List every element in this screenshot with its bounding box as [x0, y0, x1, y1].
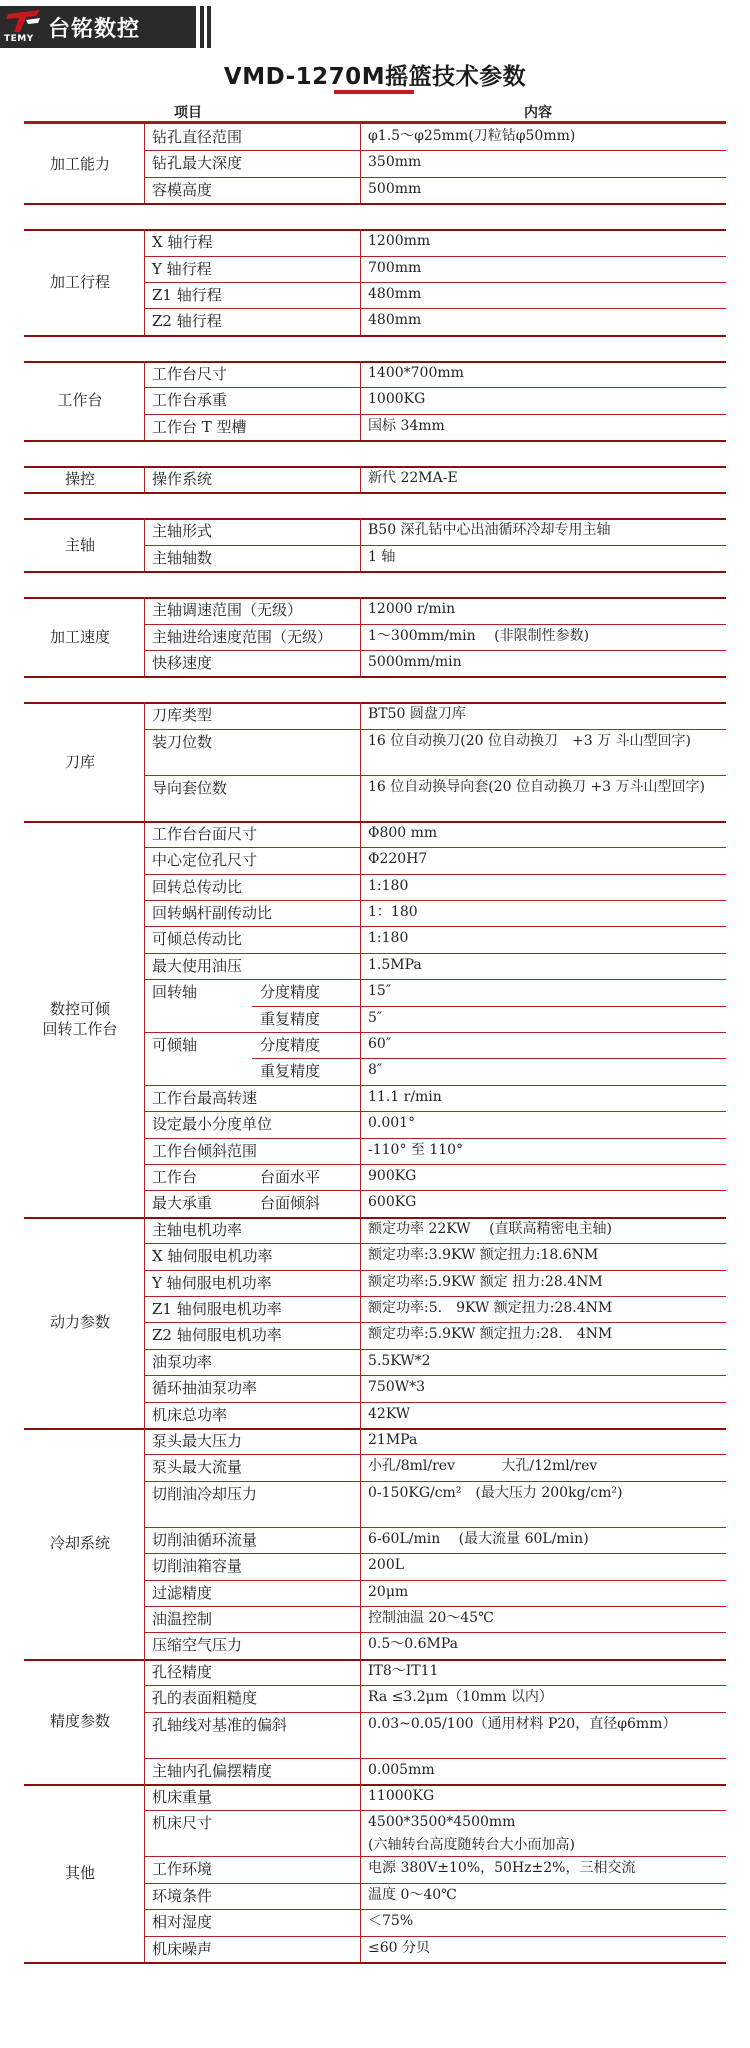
spec-item: 工作台台面尺寸 [152, 824, 258, 843]
column-divider [144, 821, 145, 1217]
spec-value: 16 位自动换导向套(20 位自动换刀 +3 万斗山型回字) [368, 778, 705, 795]
brand-stripe [200, 6, 204, 48]
spec-value: 16 位自动换刀(20 位自动换刀 +3 万 斗山型回字) [368, 732, 691, 749]
spec-row [24, 1883, 726, 1909]
spec-value: 1：180 [368, 904, 418, 920]
spec-value: 额定功率 22KW (直联高精密电主轴) [368, 1220, 612, 1237]
page-title-wrap [0, 58, 750, 91]
column-divider [144, 597, 145, 676]
row-divider [24, 203, 726, 205]
spec-value: 小孔/8ml/rev 大孔/12ml/rev [368, 1458, 598, 1475]
column-divider [360, 466, 361, 492]
spec-value: 额定功率:3.9KW 额定扭力:18.6NM [368, 1247, 599, 1264]
column-divider [144, 1217, 145, 1428]
spec-value: 60″ [368, 1036, 392, 1052]
spec-row [24, 361, 726, 387]
title-underline [334, 90, 414, 94]
spec-category: 工作台 [57, 391, 103, 410]
spec-value: 20μm [368, 1583, 409, 1600]
spec-value: 0-150KG/cm² (最大压力 200kg/cm²) [368, 1484, 623, 1501]
column-divider [144, 229, 145, 335]
spec-row [24, 874, 726, 900]
spec-item: 主轴内孔偏摆精度 [152, 1761, 273, 1780]
spec-value: 电源 380V±10%，50Hz±2%，三相交流 [368, 1860, 636, 1877]
spec-value: 480mm [368, 312, 422, 329]
spec-value: 新代 22MA-E [368, 470, 458, 486]
spec-value: 750W*3 [368, 1379, 426, 1396]
spec-category: 操控 [64, 470, 95, 489]
spec-value: 8″ [368, 1062, 383, 1079]
brand-mark-icon [6, 8, 42, 34]
spec-item: 孔径精度 [152, 1662, 213, 1681]
spec-item: 回转蜗杆副传动比 [152, 904, 273, 922]
spec-item: 孔轴线对基准的偏斜 [152, 1715, 288, 1734]
spec-item: 装刀位数 [152, 732, 213, 751]
spec-value: ＜75% [368, 1913, 414, 1930]
column-divider [360, 229, 361, 335]
spec-item: 可倾总传动比 [152, 930, 243, 949]
spec-row [24, 900, 726, 926]
spec-item: 主轴调速范围（无级） [152, 601, 303, 620]
spec-category: 精度参数 [49, 1712, 110, 1731]
spec-value: 0.005mm [368, 1761, 435, 1778]
spec-value: 600KG [368, 1194, 417, 1211]
spec-item: 主轴进给速度范围（无级） [152, 627, 333, 646]
spec-item: 循环抽油泵功率 [152, 1379, 258, 1398]
spec-row [24, 702, 726, 728]
column-divider [360, 1784, 361, 1962]
brand-header [0, 0, 750, 48]
spec-value: 350mm [368, 154, 422, 171]
header-item: 项目 [174, 105, 202, 121]
spec-row [24, 1085, 726, 1111]
spec-value: 0.001° [368, 1115, 416, 1132]
page-title: VMD-1270M摇篮技术参数 [223, 64, 527, 90]
spec-sub-item: 台面水平 [260, 1168, 321, 1186]
spec-item: 操作系统 [152, 470, 213, 488]
spec-category: 加工速度 [49, 627, 110, 646]
spec-value: 200L [368, 1557, 405, 1574]
spec-value: 额定功率:5.9KW 额定 扭力:28.4NM [368, 1273, 603, 1290]
spec-category: 加工行程 [49, 273, 110, 291]
spec-sub-item: 分度精度 [260, 1036, 321, 1054]
spec-value: 21MPa [368, 1432, 418, 1448]
column-divider [360, 821, 361, 1217]
spec-value: 额定功率:5. 9KW 额定扭力:28.4NM [368, 1300, 613, 1316]
spec-item: 中心定位孔尺寸 [152, 851, 258, 870]
spec-row [24, 1217, 726, 1243]
spec-row [24, 1243, 726, 1269]
spec-row [24, 1632, 726, 1658]
column-divider [144, 361, 145, 440]
spec-value: 500mm [368, 180, 422, 197]
spec-row [24, 1936, 726, 1962]
spec-item: 工作台承重 [152, 391, 228, 410]
spec-value: 控制油温 20～45℃ [368, 1610, 494, 1626]
column-divider [360, 361, 361, 440]
spec-value: 900KG [368, 1168, 417, 1184]
brand-name-en: TEMY [4, 34, 34, 44]
spec-value: 480mm [368, 286, 422, 302]
spec-category: 其他 [64, 1864, 95, 1882]
spec-value: 6-60L/min (最大流量 60L/min) [368, 1530, 589, 1547]
spec-row [24, 1349, 726, 1375]
spec-category: 刀库 [64, 752, 95, 771]
spec-item: 回转轴 [152, 983, 198, 1002]
spec-row [24, 821, 726, 847]
column-divider [144, 124, 145, 203]
spec-value: Ra ≤3.2μm（10mm 以内） [368, 1689, 553, 1706]
spec-value: 42KW [368, 1405, 411, 1422]
spec-item: 过滤精度 [152, 1583, 213, 1602]
spec-value: IT8～IT11 [368, 1662, 439, 1679]
column-divider [144, 1428, 145, 1659]
spec-value: 国标 34mm [368, 417, 445, 434]
table-header [24, 100, 726, 124]
spec-value: 1400*700mm [368, 364, 464, 381]
spec-item: 油泵功率 [152, 1352, 213, 1371]
row-divider [24, 676, 726, 678]
spec-item: 机床总功率 [152, 1405, 228, 1424]
spec-item: X 轴行程 [152, 233, 213, 252]
spec-item: 泵头最大压力 [152, 1432, 243, 1450]
column-divider [144, 466, 145, 492]
spec-item: 工作台最高转速 [152, 1088, 258, 1107]
spec-value: 1:180 [368, 930, 409, 947]
spec-row [24, 1909, 726, 1935]
spec-row [24, 1428, 726, 1454]
spec-row [24, 775, 726, 821]
spec-item: 压缩空气压力 [152, 1636, 243, 1655]
spec-item: 切削油箱容量 [152, 1557, 243, 1576]
row-divider [24, 335, 726, 337]
spec-value: 15″ [368, 983, 392, 1000]
brand-logo [0, 6, 196, 48]
spec-row [24, 414, 726, 440]
spec-value: 5″ [368, 1009, 383, 1026]
spec-row [24, 1810, 726, 1856]
spec-row [24, 229, 726, 255]
spec-row [24, 124, 726, 150]
spec-item: 钻孔最大深度 [152, 154, 243, 173]
spec-sub-item: 分度精度 [260, 983, 321, 1002]
spec-row [24, 1190, 726, 1216]
column-divider [360, 518, 361, 571]
spec-value: 1200mm [368, 233, 431, 250]
spec-row [24, 1685, 726, 1711]
spec-value: 5000mm/min [368, 654, 462, 670]
row-divider [24, 571, 726, 573]
column-divider [360, 124, 361, 203]
spec-item: 工作环境 [152, 1860, 213, 1879]
spec-value: Φ220H7 [368, 851, 428, 868]
spec-item: 钻孔直径范围 [152, 128, 243, 146]
spec-value: 11.1 r/min [368, 1088, 442, 1105]
brand-stripe [207, 6, 211, 48]
spec-sub-item: 重复精度 [260, 1062, 321, 1081]
spec-item: Z1 轴伺服电机功率 [152, 1300, 282, 1318]
spec-value: 700mm [368, 259, 422, 276]
spec-item: 最大承重 [152, 1194, 213, 1213]
spec-category: 数控可倾 回转工作台 [42, 999, 118, 1038]
spec-row [24, 1402, 726, 1428]
spec-value: ≤60 分贝 [368, 1939, 430, 1956]
spec-row [24, 177, 726, 203]
spec-row [24, 597, 726, 623]
spec-item: 主轴形式 [152, 522, 213, 541]
spec-row [24, 1606, 726, 1632]
row-divider [24, 1962, 726, 1964]
spec-item: 切削油循环流量 [152, 1530, 258, 1549]
spec-row [24, 308, 726, 334]
spec-row [24, 1058, 726, 1084]
spec-row [24, 1481, 726, 1527]
spec-sub-item: 重复精度 [260, 1009, 321, 1028]
column-divider [360, 1428, 361, 1659]
brand-name-cn: 台铭数控 [48, 17, 141, 42]
spec-row [24, 1659, 726, 1685]
spec-value: 温度 0～40℃ [368, 1886, 457, 1903]
spec-item: 工作台 [152, 1168, 198, 1186]
row-divider [24, 440, 726, 442]
spec-row [24, 1758, 726, 1784]
spec-item: 切削油冷却压力 [152, 1484, 258, 1503]
spec-item: 环境条件 [152, 1886, 213, 1905]
spec-category: 主轴 [64, 535, 95, 554]
spec-item: 机床重量 [152, 1788, 213, 1806]
spec-item: 设定最小分度单位 [152, 1115, 273, 1134]
spec-category: 加工能力 [49, 154, 110, 173]
spec-item: 最大使用油压 [152, 956, 243, 975]
spec-item: 主轴电机功率 [152, 1220, 243, 1239]
spec-row [24, 1375, 726, 1401]
spec-item: Z2 轴伺服电机功率 [152, 1326, 282, 1345]
spec-sub-item: 台面倾斜 [260, 1194, 321, 1213]
spec-item: Y 轴伺服电机功率 [152, 1273, 272, 1292]
column-divider [144, 518, 145, 571]
spec-row [24, 1111, 726, 1137]
spec-row [24, 1553, 726, 1579]
spec-value: B50 深孔钻中心出油循环冷却专用主轴 [368, 522, 611, 539]
spec-value: BT50 圆盘刀库 [368, 706, 466, 723]
spec-value: 额定功率:5.9KW 额定扭力:28. 4NM [368, 1326, 613, 1343]
spec-item: 导向套位数 [152, 778, 228, 797]
spec-value: 12000 r/min [368, 601, 456, 618]
spec-value: φ1.5～φ25mm(刀粒钻φ50mm) [368, 128, 576, 144]
spec-item: 工作台 T 型槽 [152, 417, 247, 436]
spec-item: 工作台倾斜范围 [152, 1141, 258, 1160]
spec-value: 1:180 [368, 877, 409, 894]
spec-item: 工作台尺寸 [152, 364, 228, 383]
spec-value: 5.5KW*2 [368, 1352, 431, 1369]
spec-row [24, 1270, 726, 1296]
spec-value: 1～300mm/min (非限制性参数) [368, 627, 590, 644]
column-divider [144, 1784, 145, 1962]
spec-value: Φ800 mm [368, 824, 438, 841]
spec-item: 孔的表面粗糙度 [152, 1689, 258, 1708]
spec-row [24, 953, 726, 979]
spec-value: 0.5～0.6MPa [368, 1636, 459, 1653]
spec-row [24, 1164, 726, 1190]
column-divider [360, 1217, 361, 1428]
spec-row [24, 1784, 726, 1810]
spec-item: 机床尺寸 [152, 1814, 213, 1833]
spec-row [24, 1138, 726, 1164]
spec-value: 1 轴 [368, 548, 396, 565]
spec-category: 冷却系统 [49, 1534, 110, 1553]
spec-item: 泵头最大流量 [152, 1458, 243, 1477]
spec-row [24, 847, 726, 873]
spec-item: 相对湿度 [152, 1913, 213, 1932]
spec-item: 主轴轴数 [152, 548, 213, 567]
spec-item: 油温控制 [152, 1610, 213, 1628]
spec-value: 11000KG [368, 1788, 435, 1804]
spec-value: -110° 至 110° [368, 1141, 464, 1158]
spec-item: 快移速度 [152, 654, 213, 672]
column-divider [360, 1659, 361, 1784]
spec-value: 1.5MPa [368, 956, 422, 973]
row-divider [24, 492, 726, 494]
spec-value: 4500*3500*4500mm (六轴转台高度随转台大小而加高) [368, 1814, 575, 1854]
spec-item: 可倾轴 [152, 1036, 198, 1054]
header-content: 内容 [524, 105, 552, 121]
spec-item: 回转总传动比 [152, 877, 243, 896]
spec-item: X 轴伺服电机功率 [152, 1247, 273, 1266]
column-divider [360, 702, 361, 820]
spec-item: Y 轴行程 [152, 259, 212, 278]
spec-row [24, 1454, 726, 1480]
spec-category: 动力参数 [49, 1313, 110, 1332]
spec-row [24, 650, 726, 676]
spec-item: Z1 轴行程 [152, 286, 222, 304]
spec-row [24, 1580, 726, 1606]
column-divider [360, 597, 361, 676]
spec-value: 1000KG [368, 391, 426, 408]
spec-row [24, 926, 726, 952]
spec-item: Z2 轴行程 [152, 312, 222, 331]
column-divider [144, 1659, 145, 1784]
spec-item: 容模高度 [152, 180, 213, 199]
spec-item: 机床噪声 [152, 1939, 213, 1958]
spec-value: 0.03~0.05/100（通用材料 P20，直径φ6mm） [368, 1715, 677, 1732]
spec-item: 刀库类型 [152, 706, 213, 725]
column-divider [144, 702, 145, 820]
